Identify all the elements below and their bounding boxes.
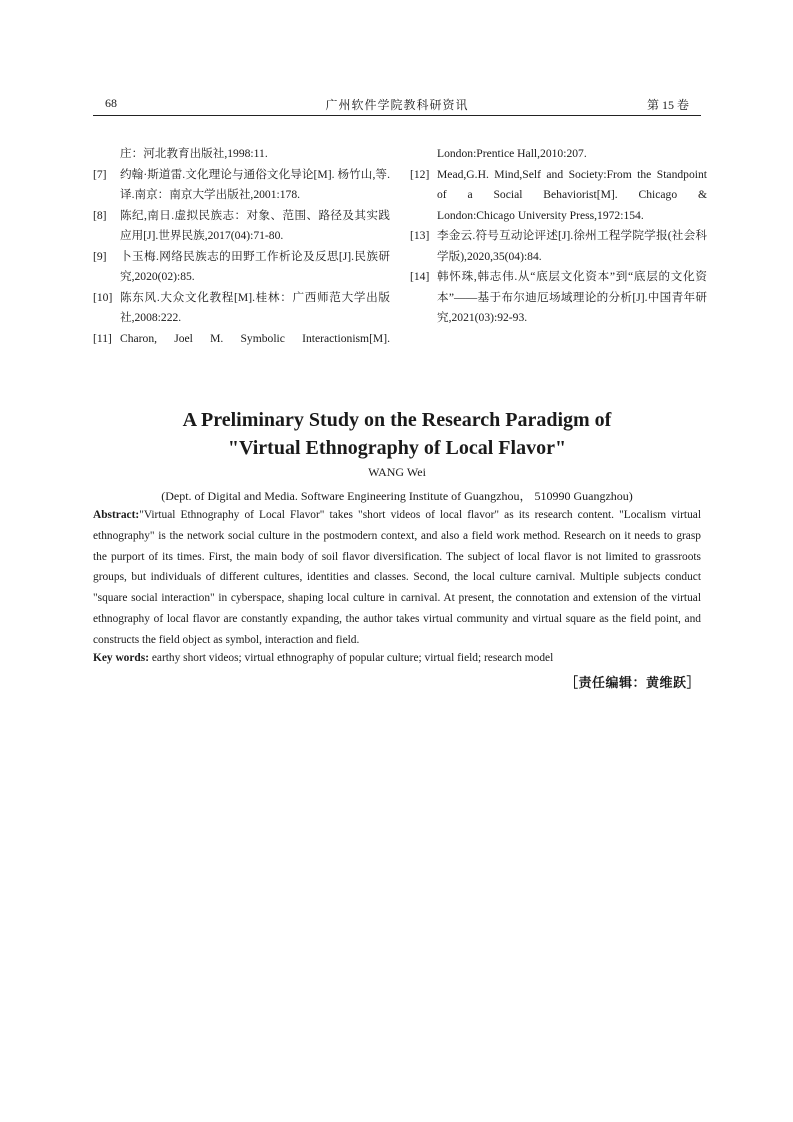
abstract-text: "Virtual Ethnography of Local Flavor" takes "short videos of local flavor" as its research content. "Localism virtual ethnography" is the network social culture in the postmodern context, and also a field work method. Research on it needs to grasp the purport of its times. First, the main body of soil flavor diversification. The subject of local flavor is not limited to grassroots groups, but individuals of different cultures, identities and classes. Second, the local culture carnival. Multiple subjects conduct "square social interaction" in cyberspace, shaping local culture in carnival. At present, the connotation and extension of the virtual ethnography of local flavor are constantly expanding, the author takes virtual community and virtual square as the field point, and constructs the field object as symbol, interaction and field. bbox=[93, 509, 701, 646]
keywords bbox=[93, 652, 701, 664]
article-title-line-2: "Virtual Ethnography of Local Flavor" bbox=[227, 437, 567, 459]
reference-text: Charon, Joel M. Symbolic Interactionism[M]. bbox=[120, 331, 390, 345]
reference-number: [14] bbox=[410, 270, 430, 283]
reference-number: [11] bbox=[93, 331, 112, 345]
reference-text: London:Prentice Hall,2010:207. bbox=[437, 147, 587, 160]
reference-text: 李金云.符号互动论评述[J].徐州工程学院学报(社会科学版),2020,35(04):84. bbox=[437, 229, 707, 263]
volume-label: 第 15 卷 bbox=[646, 98, 689, 112]
reference-text: 卜玉梅.网络民族志的田野工作析论及反思[J].民族研究,2020(02):85. bbox=[120, 249, 390, 283]
reference-number: [10] bbox=[93, 290, 113, 304]
reference-item bbox=[410, 165, 707, 227]
reference-item bbox=[93, 288, 390, 329]
responsible-editor: ［责任编辑：黄维跃］ bbox=[564, 676, 700, 691]
reference-text: 庄：河北教育出版社,1998:11. bbox=[120, 147, 268, 160]
reference-item bbox=[410, 267, 707, 329]
keywords-text: earthy short videos; virtual ethnography of popular culture; virtual field; research model bbox=[151, 652, 554, 664]
reference-text: 韩怀珠,韩志伟.从“底层文化资本”到“底层的文化资本”——基于布尔迪厄场域理论的分析[J].中国青年研究,2021(03):92-93. bbox=[437, 270, 707, 324]
author-name: WANG Wei bbox=[368, 465, 426, 479]
reference-text: 陈纪,南日.虚拟民族志：对象、范围、路径及其实践应用[J].世界民族,2017(04):71-80. bbox=[120, 208, 390, 242]
reference-text-line: Mead,G.H. Mind,Self and Society:From the Standpoint bbox=[437, 167, 707, 181]
page-number: 68 bbox=[105, 96, 117, 110]
author-affiliation: (Dept. of Digital and Media. Software Engineering Institute of Guangzhou， 510990 Guangzhou) bbox=[161, 489, 633, 503]
reference-number: [12] bbox=[410, 167, 430, 181]
reference-item bbox=[410, 226, 707, 267]
reference-item bbox=[93, 329, 390, 350]
reference-item bbox=[93, 165, 390, 206]
references-left-column bbox=[93, 144, 390, 349]
reference-text: 约翰·斯道雷.文化理论与通俗文化导论[M]. 杨竹山,等.译.南京：南京大学出版社,2001:178. bbox=[120, 167, 390, 201]
reference-number: [13] bbox=[410, 229, 430, 242]
reference-number: [8] bbox=[93, 208, 107, 222]
reference-item bbox=[410, 144, 707, 165]
reference-text: 陈东风.大众文化教程[M].桂林：广西师范大学出版社,2008:222. bbox=[120, 290, 390, 324]
abstract bbox=[93, 505, 701, 651]
keywords-label: Key words: bbox=[93, 652, 149, 664]
reference-item bbox=[93, 144, 390, 165]
reference-number: [9] bbox=[93, 249, 107, 263]
abstract-label: Abstract: bbox=[93, 509, 140, 521]
reference-text-line: of a Social Behaviorist[M]. Chicago & bbox=[437, 188, 707, 201]
reference-item bbox=[93, 247, 390, 288]
journal-title: 广州软件学院教科研资讯 bbox=[325, 98, 469, 112]
running-header bbox=[93, 94, 701, 114]
reference-number: [7] bbox=[93, 167, 107, 181]
reference-item bbox=[93, 206, 390, 247]
article-title-line-1: A Preliminary Study on the Research Paradigm of bbox=[182, 409, 612, 431]
header-rule bbox=[93, 115, 701, 116]
reference-text-line: London:Chicago University Press,1972:154. bbox=[437, 208, 644, 222]
references-right-column bbox=[410, 144, 707, 329]
